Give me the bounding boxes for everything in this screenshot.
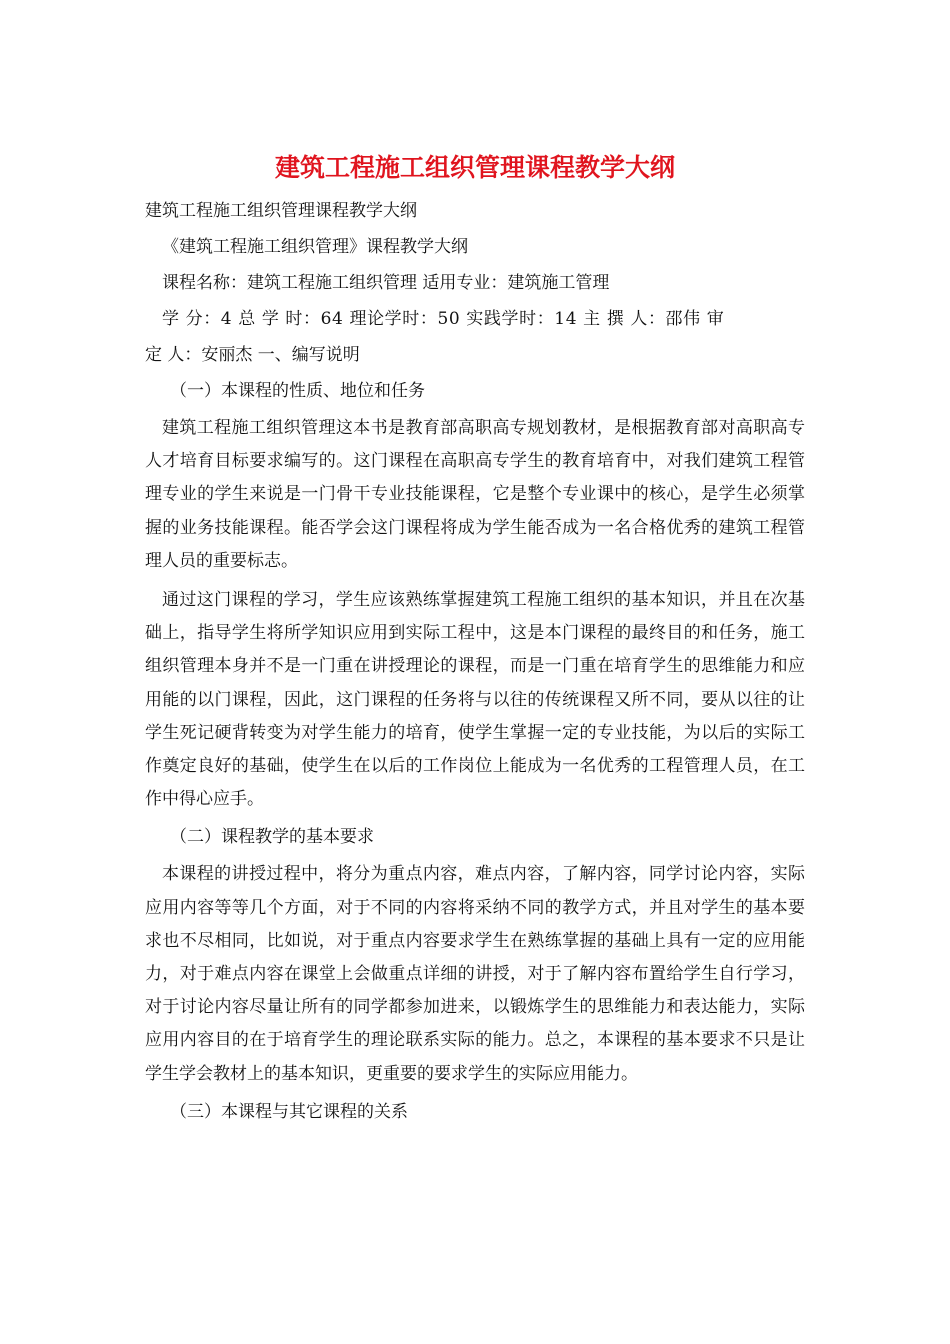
course-book-line: 《建筑工程施工组织管理》课程教学大纲 <box>162 237 468 257</box>
reviewer-line: 定 人：安丽杰 一、编写说明 <box>145 345 360 365</box>
paragraph-3: 本课程的讲授过程中，将分为重点内容，难点内容，了解内容，同学讨论内容，实际应用内容等等几个方面，对于不同的内容将采纳不同的教学方式，并且对学生的基本要求也不尽相同，比如说，对于重点内容要求学生在熟练掌握的基础上具有一定的应用能力，对于难点内容在课堂上会做重点详细的讲授，对于了解内容布置给学生自行学习，对于讨论内容尽量让所有的同学都参加进来，以锻炼学生的思维能力和表达能力，实际应用内容目的在于培育学生的理论联系实际的能力。总之，本课程的基本要求不只是让学生学会教材上的基本知识，更重要的要求学生的实际应用能力。 <box>145 864 805 1084</box>
document-title: 建筑工程施工组织管理课程教学大纲 <box>274 153 675 182</box>
document-body <box>145 196 805 1133</box>
credits-line: 学 分：4 总 学 时：64 理论学时：50 实践学时：14 主 撰 人：邵伟 审 <box>162 309 725 329</box>
course-name-line: 课程名称：建筑工程施工组织管理 适用专业：建筑施工管理 <box>162 273 610 293</box>
paragraph-1: 建筑工程施工组织管理这本书是教育部高职高专规划教材，是根据教育部对高职高专人才培育目标要求编写的。这门课程在高职高专学生的教育培育中，对我们建筑工程管理专业的学生来说是一门骨干专业技能课程，它是整个专业课中的核心，是学生必须掌握的业务技能课程。能否学会这门课程将成为学生能否成为一名合格优秀的建筑工程管理人员的重要标志。 <box>145 418 805 571</box>
paragraph-2: 通过这门课程的学习，学生应该熟练掌握建筑工程施工组织的基本知识，并且在次基础上，指导学生将所学知识应用到实际工程中，这是本门课程的最终目的和任务，施工组织管理本身并不是一门重在讲授理论的课程，而是一门重在培育学生的思维能力和应用能的以门课程，因此，这门课程的任务将与以往的传统课程又所不同，要从以往的让学生死记硬背转变为对学生能力的培育，使学生掌握一定的专业技能，为以后的实际工作奠定良好的基础，使学生在以后的工作岗位上能成为一名优秀的工程管理人员，在工作中得心应手。 <box>145 590 805 810</box>
section-1-heading: （一）本课程的性质、地位和任务 <box>170 381 425 401</box>
subtitle-line: 建筑工程施工组织管理课程教学大纲 <box>145 201 417 221</box>
section-2-heading: （二）课程教学的基本要求 <box>170 827 374 848</box>
section-3-heading: （三）本课程与其它课程的关系 <box>170 1101 408 1122</box>
